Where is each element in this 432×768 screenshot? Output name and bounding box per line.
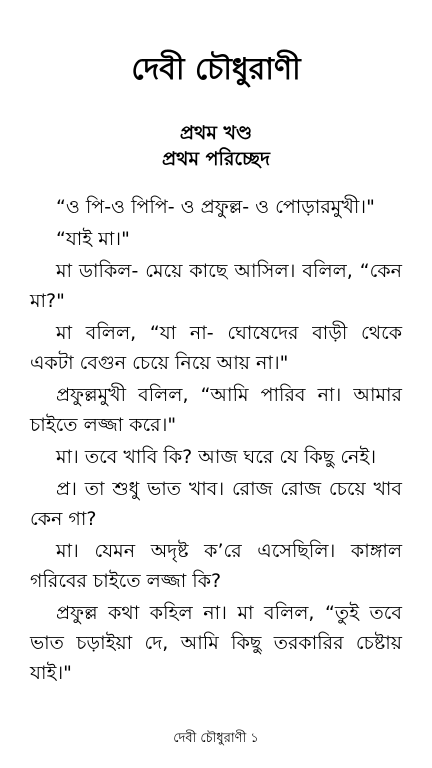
part-title: প্রথম খণ্ড <box>179 122 253 144</box>
page-footer: দেবী চৌধুরাণী ১ <box>173 731 259 746</box>
paragraph-3: মা ডাকিল- মেয়ে কাছে আসিল। বলিল, “কেন মা?" <box>30 260 402 312</box>
book-title: দেবী চৌধুরাণী <box>131 52 301 87</box>
paragraph-4: মা বলিল, “যা না- ঘোষেদের বাড়ী থেকে একটা বেগুন চেয়ে নিয়ে আয় না।" <box>30 322 402 374</box>
paragraph-8: মা। যেমন অদৃষ্ট ক’রে এসেছিলি। কাঙ্গাল গরিবের চাইতে লজ্জা কি? <box>30 540 402 592</box>
chapter-title: প্রথম পরিচ্ছেদ <box>161 148 271 170</box>
paragraph-2: “যাই মা।" <box>56 228 130 250</box>
paragraph-6: মা। তবে খাবি কি? আজ ঘরে যে কিছু নেই। <box>56 446 377 468</box>
paragraph-5: প্রফুল্লমুখী বলিল, “আমি পারিব না। আমার চাইতে লজ্জা করে।" <box>30 384 402 436</box>
paragraph-7: প্র। তা শুধু ভাত খাব। রোজ রোজ চেয়ে খাব কেন গা? <box>30 478 402 530</box>
chapter-body <box>30 192 402 690</box>
paragraph-1: “ও পি-ও পিপি- ও প্রফুল্ল- ও পোড়ারমুখী।" <box>56 196 375 218</box>
paragraph-9: প্রফুল্ল কথা কহিল না। মা বলিল, “তুই তবে ভাত চড়াইয়া দে, আমি কিছু তরকারির চেষ্টায় যাই।" <box>30 602 402 684</box>
